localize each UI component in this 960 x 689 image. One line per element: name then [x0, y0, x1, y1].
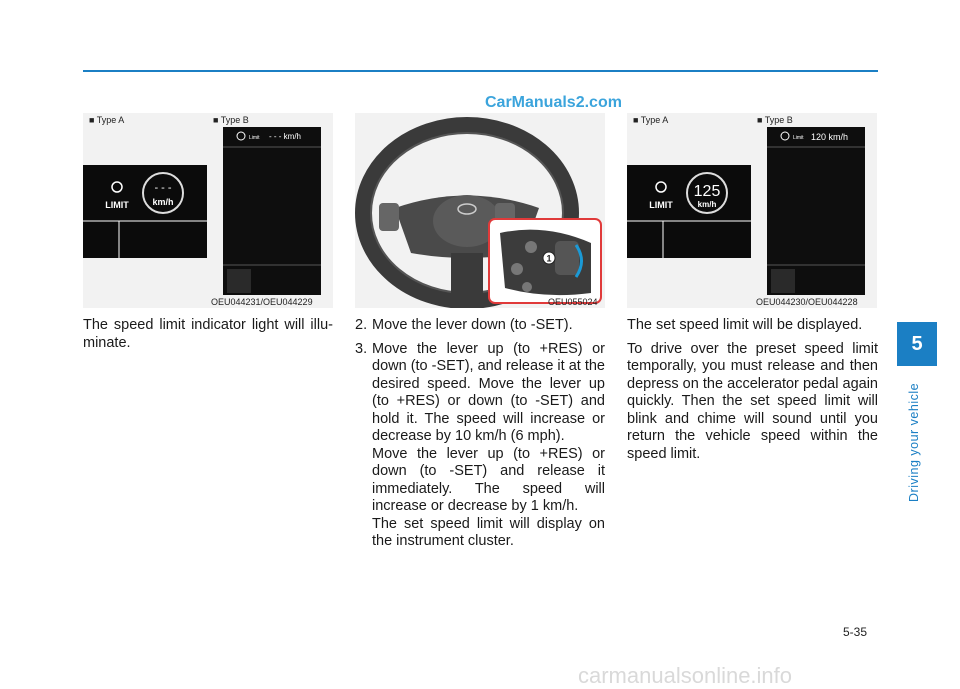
type-a-cluster-set	[627, 165, 751, 258]
step-2: 2. Move the lever down (to -SET).	[355, 317, 573, 333]
type-b-display-set	[767, 127, 865, 295]
step-3-paragraph-b: The set speed limit will display on the instrument cluster.	[372, 515, 605, 549]
type-b-display	[223, 127, 321, 295]
chapter-tab: 5	[897, 322, 937, 366]
gauge-unit: km/h	[152, 197, 174, 207]
steering-wheel-illustration	[355, 113, 605, 308]
figure1-type-a-label: ■ Type A	[89, 115, 125, 125]
screen-set-speed-text: 120 km/h	[811, 132, 849, 142]
set-speed-paragraph: The set speed limit will be displayed.	[627, 317, 863, 333]
header-watermark: CarManuals2.com	[485, 94, 622, 111]
type-b-screen	[223, 127, 321, 295]
steps-list	[355, 317, 605, 446]
gauge-dashes: - - -	[154, 182, 172, 194]
figure3-code: OEU044230/OEU044228	[756, 297, 858, 307]
override-paragraph: To drive over the preset speed limit temporally, you must release and then depress on the accelerator pedal again quickly. Then the set speed limit will blink and chime will sound until you return the vehicle speed within the speed limit.	[627, 340, 878, 462]
page-number: 5-35	[843, 625, 868, 639]
limit-label-set: LIMIT	[649, 200, 673, 210]
screen-limit-label: Limit	[249, 135, 260, 141]
gauge-set-speed: 125	[693, 183, 721, 200]
figure3-type-a-label: ■ Type A	[633, 115, 669, 125]
figure2-code: OEU055024	[548, 297, 598, 307]
header-rule	[83, 70, 878, 72]
type-a-gauge-set	[627, 165, 751, 258]
step-3: 3. Move the lever up (to +RES) or down (to -SET), and release it at the desired speed. Move the lever up (to +RES) or down (to -SET) and hold it. The speed will increase or decrease by 10 km/h (6 mph).	[355, 340, 605, 444]
figure1-type-b-label: ■ Type B	[213, 115, 249, 125]
figure-steering-wheel	[355, 113, 605, 308]
figure-set-speed-limit	[627, 113, 877, 308]
indicator-paragraph: The speed limit indicator light will illu-minate.	[83, 317, 333, 351]
column-2	[355, 317, 605, 551]
screen-speed-text: - - - km/h	[269, 132, 301, 141]
type-a-gauge	[83, 165, 207, 258]
figure-speed-limit-indicator	[83, 113, 333, 308]
screen-set-limit-label: Limit	[793, 135, 804, 141]
figure1-code: OEU044231/OEU044229	[211, 297, 313, 307]
gauge-set-unit: km/h	[697, 200, 717, 209]
footer-watermark: carmanualsonline.info	[578, 663, 793, 688]
chapter-title: Driving your vehicle	[907, 382, 921, 502]
step-3-paragraph-a: Move the lever up (to +RES) or down (to -SET) and release it immediately. The speed will increase or decrease by 1 km/h.	[372, 445, 605, 514]
column-1	[83, 317, 333, 352]
callout-1: 1	[546, 253, 552, 264]
figure3-type-b-label: ■ Type B	[757, 115, 793, 125]
type-b-screen-set	[767, 127, 865, 295]
limit-label: LIMIT	[105, 200, 129, 210]
type-a-cluster	[83, 165, 207, 258]
column-3	[627, 317, 878, 463]
